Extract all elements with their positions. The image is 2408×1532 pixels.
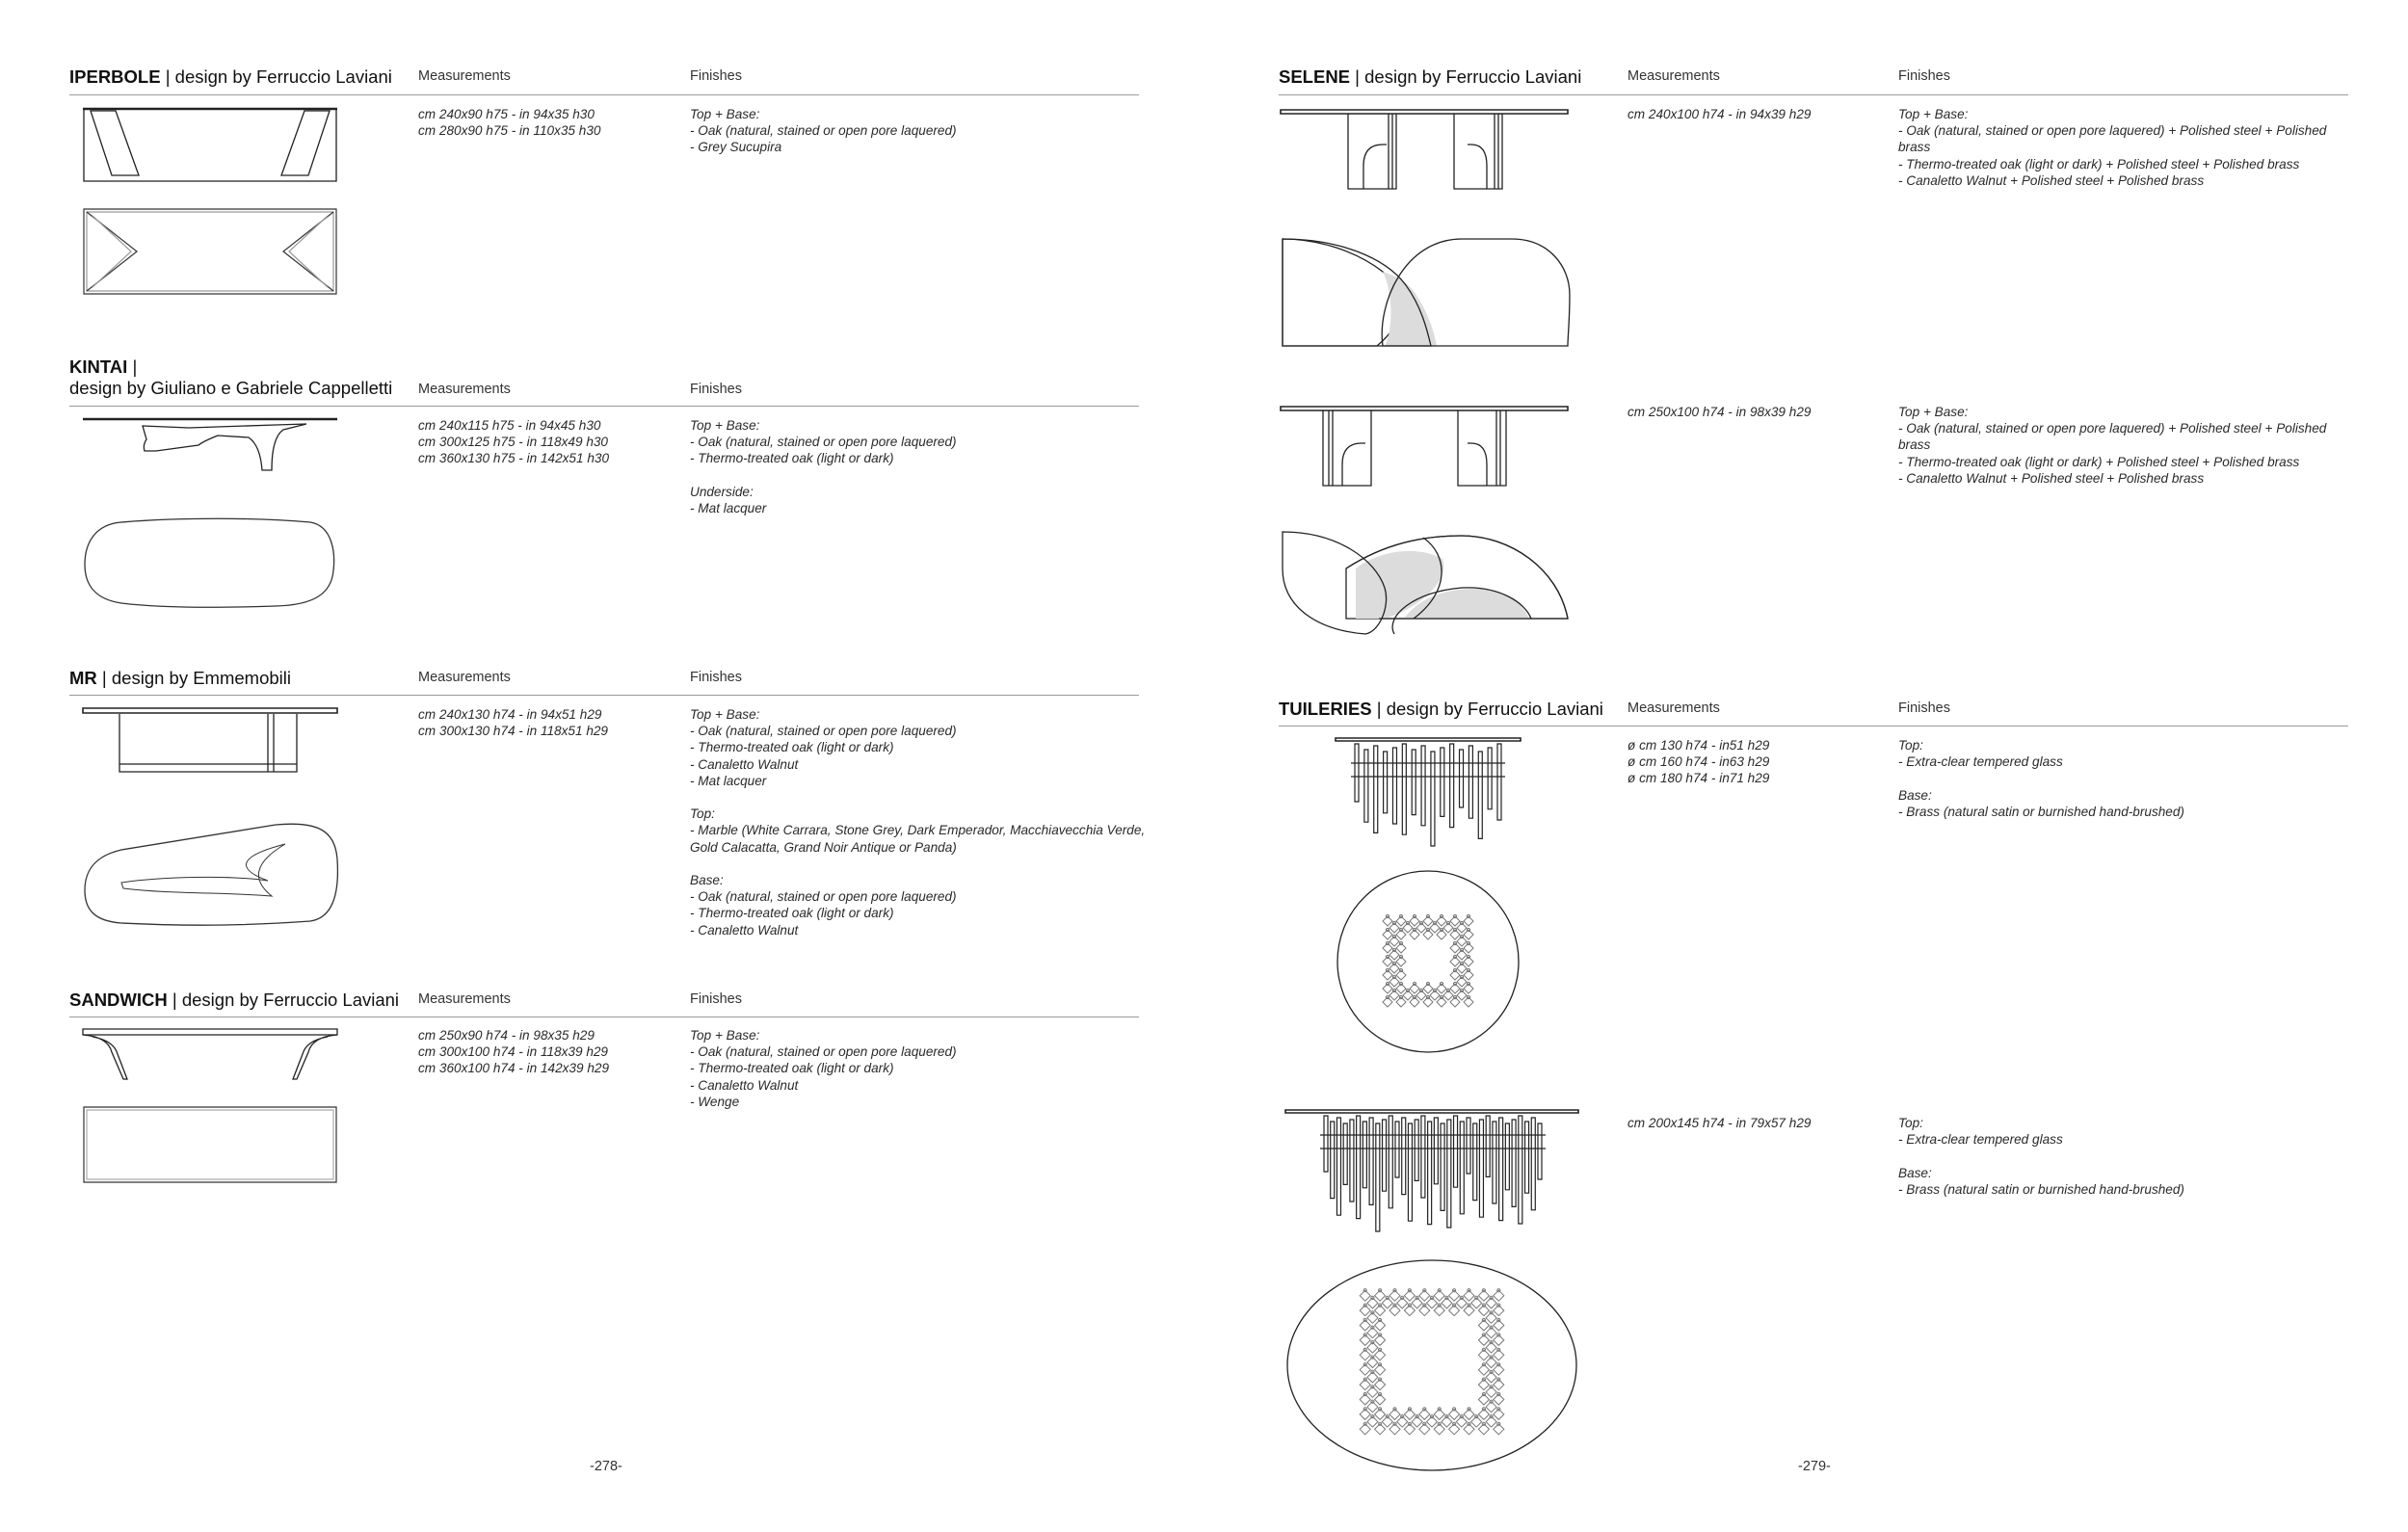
tuileries-measurements-header: Measurements: [1627, 700, 1720, 716]
mr-title: MR | design by Emmemobili: [69, 668, 291, 688]
tuileries-finishes-1: Top: - Extra-clear tempered glass Base: - Brass (natural satin or burnished hand-brushed): [1898, 738, 2184, 819]
mr-finishes: Top + Base: - Oak (natural, stained or open pore laquered) - Thermo-treated oak (light or dark) - Canaletto Walnut - Mat lacquer Top: - Marble (White Carrara, Stone Grey, Dark Emperador, Macchiavecchia Verde, Gold Calacatta, Grand Noir Antique or Panda) Base: - Oak (natural, stained or open pore laquered) - Thermo-treated oak (light or dark) - Canaletto Walnut: [690, 707, 1146, 938]
selene-measurements-1: cm 240x100 h74 - in 94x39 h29: [1627, 107, 1812, 121]
tuileries-measurements-1: ø cm 130 h74 - in51 h29 ø cm 160 h74 - in63 h29 ø cm 180 h74 - in71 h29: [1627, 738, 1770, 786]
tuileries-finishes-2: Top: - Extra-clear tempered glass Base: - Brass (natural satin or burnished hand-brushed): [1898, 1116, 2184, 1197]
selene-divider: [1279, 94, 2348, 95]
page-number-left: -278-: [590, 1459, 622, 1474]
mr-top-drawing: [83, 821, 339, 929]
sandwich-title: SANDWICH | design by Ferruccio Laviani: [69, 990, 400, 1010]
selene-finishes-header: Finishes: [1898, 68, 1950, 84]
tuileries-measurements-2: cm 200x145 h74 - in 79x57 h29: [1627, 1116, 1812, 1130]
iperbole-top-drawing: [83, 208, 337, 295]
kintai-measurements: cm 240x115 h75 - in 94x45 h30 cm 300x125 h75 - in 118x49 h30 cm 360x130 h75 - in 142x51 h30: [418, 418, 610, 466]
tuileries-side-drawing-1: [1336, 736, 1521, 844]
mr-measurements: cm 240x130 h74 - in 94x51 h29 cm 300x130 h74 - in 118x51 h29: [418, 707, 608, 739]
iperbole-side-drawing: [83, 106, 337, 183]
sandwich-measurements: cm 250x90 h74 - in 98x35 h29 cm 300x100 h74 - in 118x39 h29 cm 360x100 h74 - in 142x39 h29: [418, 1028, 610, 1076]
sandwich-finishes: Top + Base: - Oak (natural, stained or open pore laquered) - Thermo-treated oak (light or dark) - Canaletto Walnut - Wenge: [690, 1028, 957, 1109]
iperbole-measurements-header: Measurements: [418, 68, 511, 84]
kintai-finishes: Top + Base: - Oak (natural, stained or open pore laquered) - Thermo-treated oak (light or dark) Underside: - Mat lacquer: [690, 418, 957, 515]
iperbole-finishes: Top + Base: - Oak (natural, stained or open pore laquered) - Grey Sucupira: [690, 107, 957, 155]
mr-measurements-header: Measurements: [418, 670, 511, 685]
selene-finishes-1: Top + Base: - Oak (natural, stained or open pore laquered) + Polished steel + Polished brass - Thermo-treated oak (light or dark) + Polished steel + Polished brass - Canaletto Walnut + Polished steel + Polished brass: [1898, 107, 2327, 188]
selene-measurements-2: cm 250x100 h74 - in 98x39 h29: [1627, 405, 1812, 419]
tuileries-top-drawing-2: [1285, 1258, 1578, 1472]
selene-title: SELENE | design by Ferruccio Laviani: [1279, 66, 1582, 87]
kintai-top-drawing: [83, 516, 337, 609]
selene-side-drawing-2: [1279, 405, 1570, 488]
iperbole-finishes-header: Finishes: [690, 68, 742, 84]
sandwich-side-drawing: [83, 1027, 337, 1083]
tuileries-side-drawing-2: [1285, 1108, 1578, 1228]
mr-divider: [69, 695, 1139, 696]
iperbole-measurements: cm 240x90 h75 - in 94x35 h30 cm 280x90 h75 - in 110x35 h30: [418, 107, 601, 139]
selene-finishes-2: Top + Base: - Oak (natural, stained or open pore laquered) + Polished steel + Polished brass - Thermo-treated oak (light or dark) + Polished steel + Polished brass - Canaletto Walnut + Polished steel + Polished brass: [1898, 405, 2327, 486]
kintai-side-drawing: [83, 416, 337, 474]
kintai-title: KINTAI | design by Giuliano e Gabriele Cappelletti: [69, 357, 393, 398]
kintai-finishes-header: Finishes: [690, 382, 742, 397]
selene-measurements-header: Measurements: [1627, 68, 1720, 84]
sandwich-top-drawing: [83, 1106, 337, 1183]
tuileries-top-drawing-1: [1336, 869, 1521, 1054]
tuileries-title: TUILERIES | design by Ferruccio Laviani: [1279, 699, 1603, 719]
sandwich-finishes-header: Finishes: [690, 991, 742, 1007]
tuileries-finishes-header: Finishes: [1898, 700, 1950, 716]
selene-top-drawing-2: [1279, 530, 1574, 636]
iperbole-divider: [69, 94, 1139, 95]
iperbole-title: IPERBOLE | design by Ferruccio Laviani: [69, 66, 392, 87]
kintai-divider: [69, 406, 1139, 407]
page-number-right: -279-: [1798, 1459, 1831, 1474]
sandwich-measurements-header: Measurements: [418, 991, 511, 1007]
selene-side-drawing-1: [1279, 108, 1570, 191]
mr-finishes-header: Finishes: [690, 670, 742, 685]
kintai-measurements-header: Measurements: [418, 382, 511, 397]
selene-top-drawing-1: [1279, 237, 1574, 351]
mr-side-drawing: [83, 706, 337, 776]
